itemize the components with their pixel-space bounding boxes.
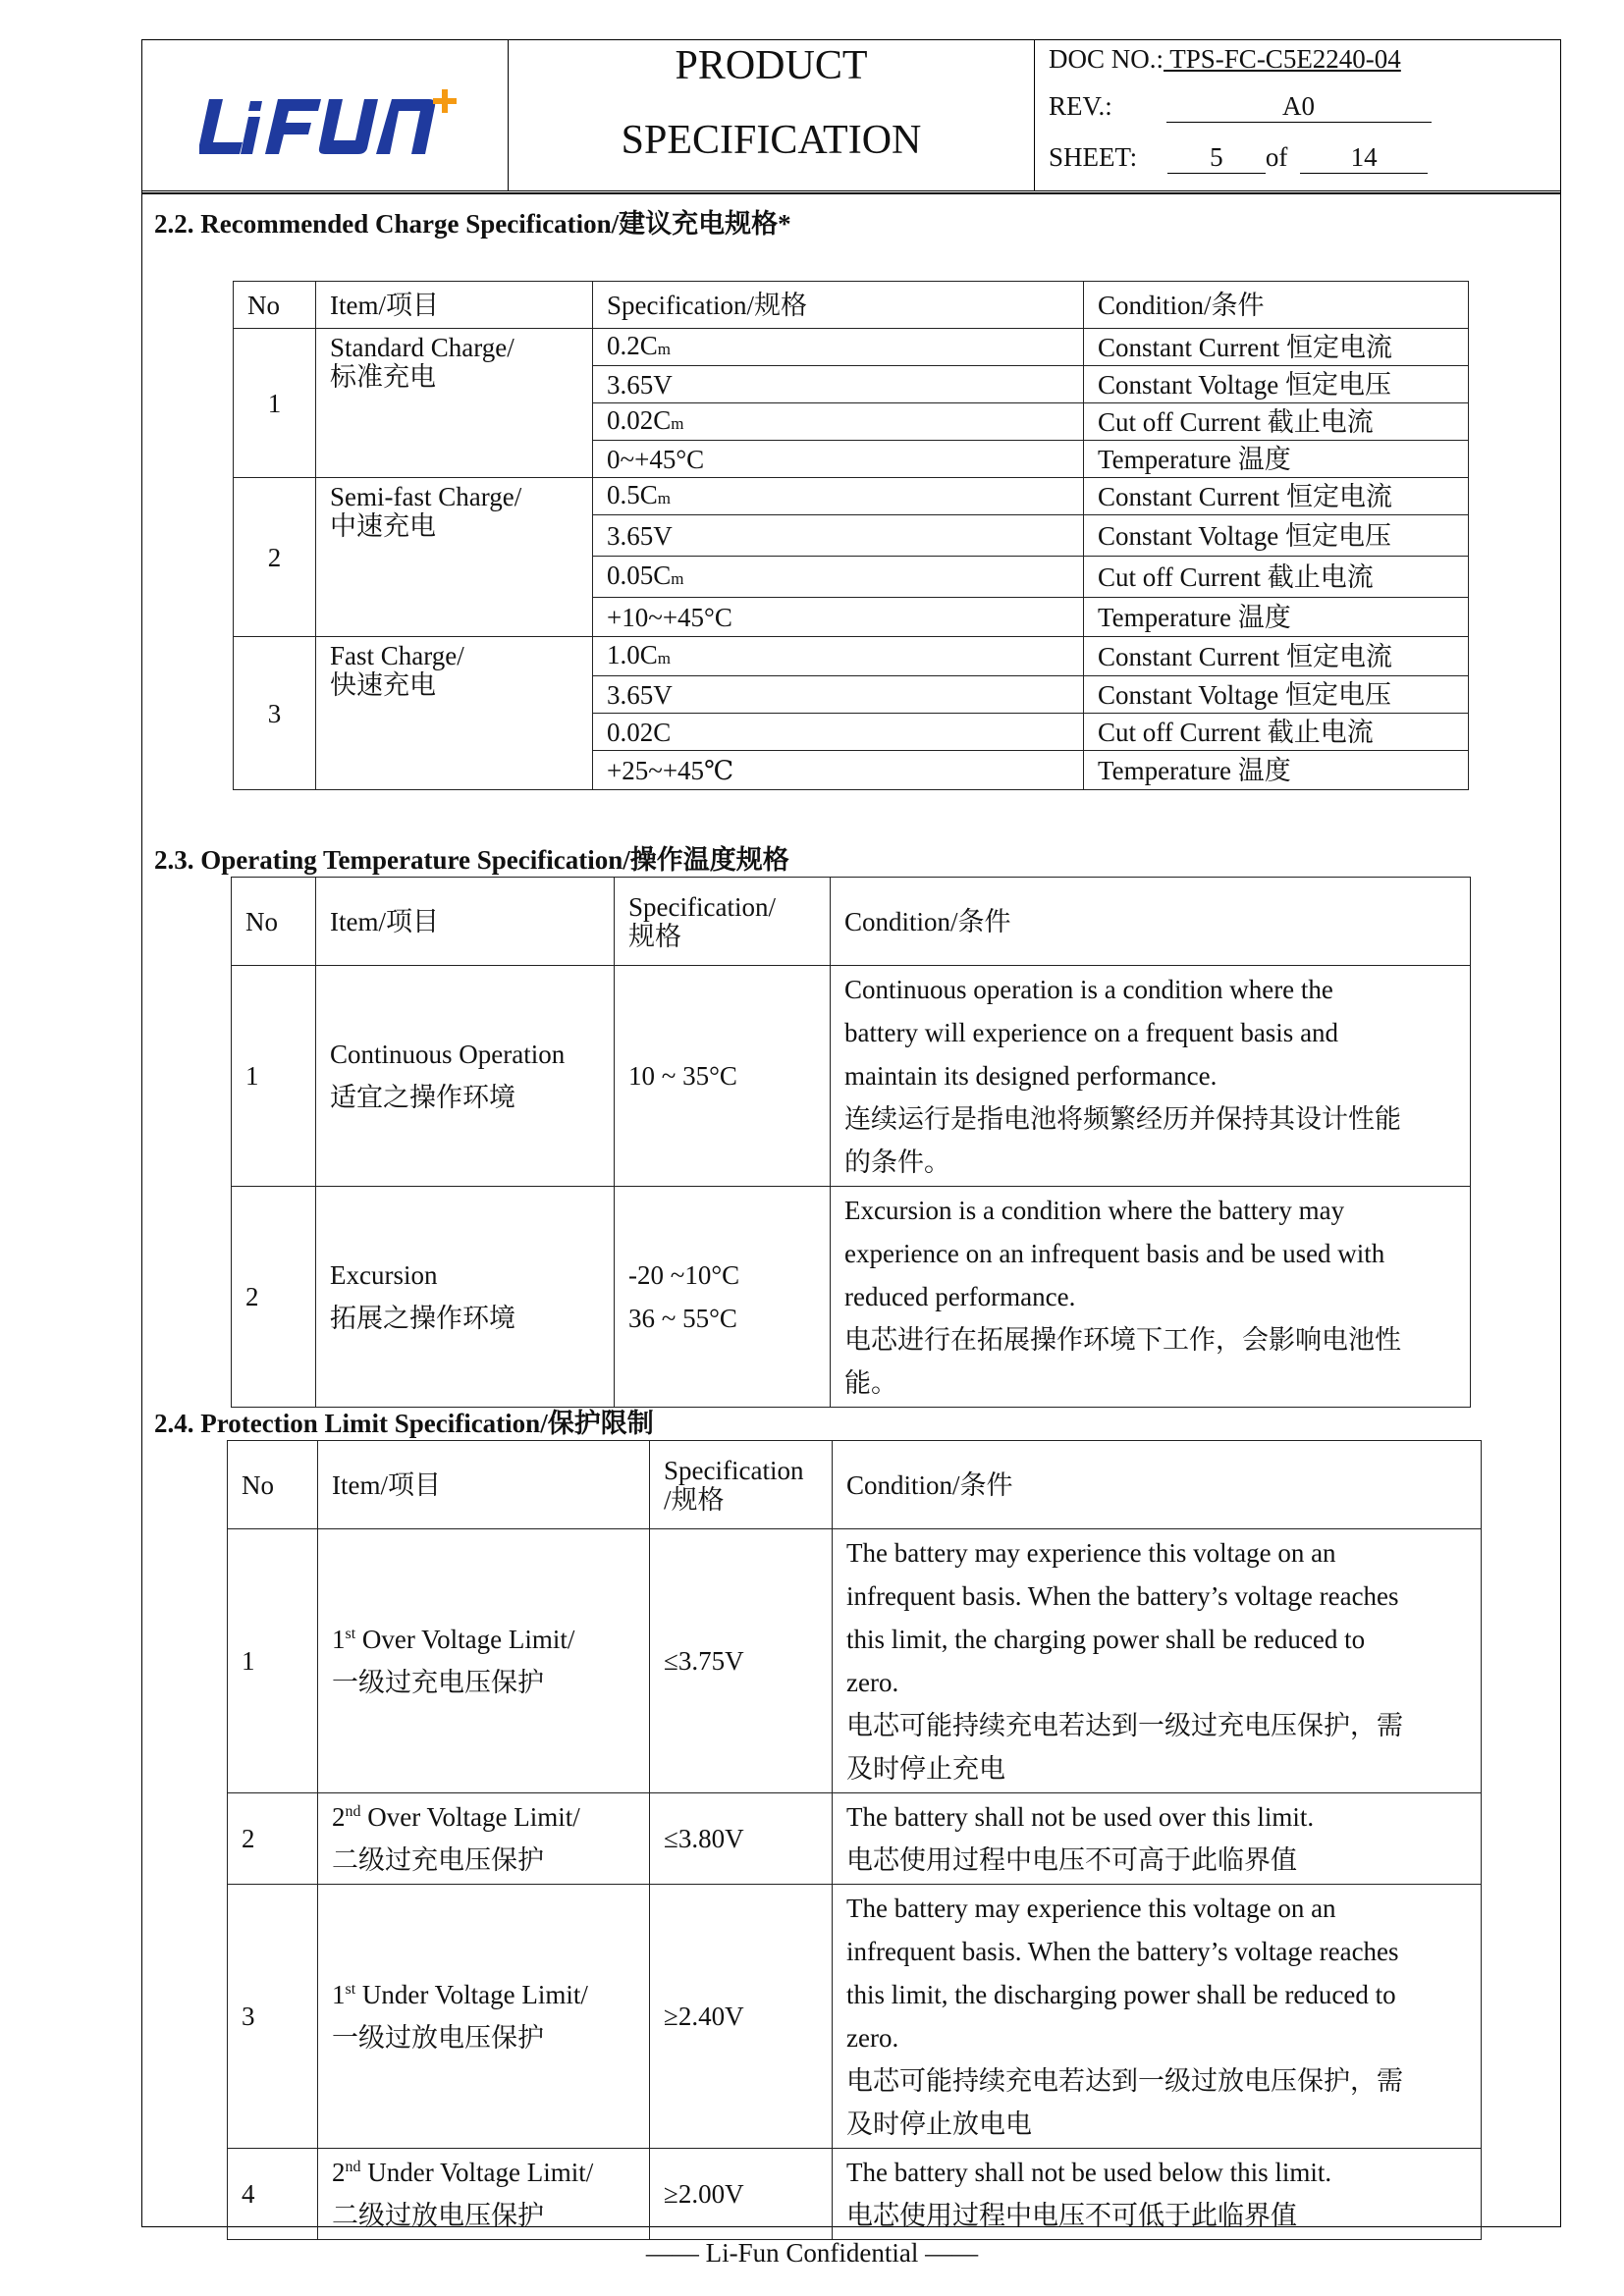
item-line-cn: 标准充电 xyxy=(330,362,436,392)
spec-value: 0.2C xyxy=(607,330,658,360)
row-condition xyxy=(831,966,1471,1187)
row-item xyxy=(316,966,615,1187)
item-number: 2 xyxy=(332,1802,346,1832)
row-no: 3 xyxy=(228,1885,318,2149)
sheet-of: of xyxy=(1265,142,1288,172)
row-item xyxy=(318,1885,650,2149)
header-spec-line-cn: 规格 xyxy=(628,921,681,951)
cond-line: zero. xyxy=(846,1668,899,1697)
rev-label: REV.: xyxy=(1049,91,1112,121)
cond-line: infrequent basis. When the battery’s voltage reaches xyxy=(846,1581,1399,1611)
spec-value: 0.02C xyxy=(607,717,672,747)
doc-info-cell xyxy=(1035,40,1560,190)
row-spec: ≤3.75V xyxy=(650,1529,833,1793)
table-row xyxy=(228,1529,1482,1793)
title-line-1: PRODUCT xyxy=(675,43,868,88)
row-spec: ≤3.80V xyxy=(650,1793,833,1885)
section-2-4-title: 2.4. Protection Limit Specification/保护限制 xyxy=(154,1409,654,1438)
item-line: Semi-fast Charge/ xyxy=(330,482,522,511)
row-condition xyxy=(833,1793,1482,1885)
row-condition xyxy=(833,1885,1482,2149)
spec-line: -20 ~10°C xyxy=(628,1260,740,1290)
doc-no-value: TPS-FC-C5E2240-04 xyxy=(1164,44,1401,74)
rev-row xyxy=(1049,91,1432,123)
cond-line: experience on an infrequent basis and be used with xyxy=(844,1239,1385,1268)
cond-line: The battery shall not be used over this limit. xyxy=(846,1802,1315,1832)
spec-cell xyxy=(593,598,1084,637)
rev-value: A0 xyxy=(1166,91,1432,123)
cond-line: this limit, the discharging power shall be reduced to xyxy=(846,1980,1396,2009)
cond-cell: Constant Voltage 恒定电压 xyxy=(1084,366,1469,403)
header-spec-line-cn: /规格 xyxy=(664,1484,725,1515)
spec-line: 10 ~ 35°C xyxy=(628,1061,737,1091)
spec-sub: m xyxy=(671,568,684,588)
table-header-row xyxy=(228,1441,1482,1529)
row-spec: ≥2.40V xyxy=(650,1885,833,2149)
doc-no-label: DOC NO.: xyxy=(1049,44,1164,74)
cond-cell: Constant Current 恒定电流 xyxy=(1084,478,1469,515)
item-line-cn: 二级过放电压保护 xyxy=(332,2201,544,2230)
spec-cell xyxy=(593,515,1084,557)
row-item xyxy=(316,637,593,790)
item-number: 1 xyxy=(332,1625,346,1654)
item-title: Over Voltage Limit/ xyxy=(360,1802,580,1832)
cond-line: zero. xyxy=(846,2023,899,2053)
spec-value: +25~+45℃ xyxy=(607,755,734,785)
table-row xyxy=(232,966,1471,1187)
cond-cell: Temperature 温度 xyxy=(1084,751,1469,790)
row-spec xyxy=(615,966,831,1187)
item-title: Under Voltage Limit/ xyxy=(360,2158,594,2187)
item-title: Under Voltage Limit/ xyxy=(355,1980,588,2009)
doc-no-row xyxy=(1049,44,1401,75)
operating-temp-table xyxy=(231,877,1471,1408)
cond-line: 电芯进行在拓展操作环境下工作，会影响电池性 xyxy=(844,1325,1401,1355)
spec-value: 3.65V xyxy=(607,369,673,400)
sheet-label: SHEET: xyxy=(1049,142,1138,172)
row-condition xyxy=(833,2149,1482,2240)
cond-line: The battery may experience this voltage on an xyxy=(846,1538,1336,1568)
cond-cell: Cut off Current 截止电流 xyxy=(1084,557,1469,598)
cond-cell: Constant Voltage 恒定电压 xyxy=(1084,515,1469,557)
sheet-row xyxy=(1049,142,1428,174)
protection-limit-table xyxy=(227,1440,1482,2240)
spec-value: +10~+45°C xyxy=(607,602,732,632)
spec-value: 1.0C xyxy=(607,639,658,669)
spec-value: 0.5C xyxy=(607,479,658,509)
item-title: Over Voltage Limit/ xyxy=(355,1625,575,1654)
header-item: Item/项目 xyxy=(316,282,593,329)
cond-line: 电芯可能持续充电若达到一级过放电压保护，需 xyxy=(846,2066,1403,2096)
row-item xyxy=(316,478,593,637)
sheet-value: 5 xyxy=(1167,142,1266,174)
charge-spec-table xyxy=(233,281,1469,790)
row-item xyxy=(316,329,593,478)
header-spec: Specification/规格 xyxy=(593,282,1084,329)
spec-cell xyxy=(593,441,1084,478)
cond-cell: Constant Current 恒定电流 xyxy=(1084,637,1469,676)
row-condition xyxy=(831,1187,1471,1408)
row-no: 1 xyxy=(228,1529,318,1793)
row-no: 2 xyxy=(234,478,316,637)
header-no: No xyxy=(232,878,316,966)
cond-line: maintain its designed performance. xyxy=(844,1061,1218,1091)
item-line-cn: 一级过放电压保护 xyxy=(332,2023,544,2053)
item-line-cn: 适宜之操作环境 xyxy=(330,1083,515,1112)
table-row xyxy=(232,1187,1471,1408)
spec-sub: m xyxy=(657,339,671,358)
spec-cell xyxy=(593,478,1084,515)
item-line xyxy=(332,1795,635,1839)
cond-cell: Temperature 温度 xyxy=(1084,598,1469,637)
cond-cell: Temperature 温度 xyxy=(1084,441,1469,478)
cond-line: 及时停止放电电 xyxy=(846,2109,1032,2139)
item-line xyxy=(332,1618,635,1661)
cond-line: reduced performance. xyxy=(844,1282,1076,1311)
section-2-3-title: 2.3. Operating Temperature Specification/操作温度规格 xyxy=(154,845,789,875)
row-item xyxy=(318,2149,650,2240)
row-no: 2 xyxy=(228,1793,318,1885)
table-row xyxy=(234,478,1469,515)
cond-line: 连续运行是指电池将频繁经历并保持其设计性能 xyxy=(844,1104,1401,1134)
item-line-cn: 快速充电 xyxy=(330,670,436,700)
document-header xyxy=(141,39,1561,191)
row-no: 4 xyxy=(228,2149,318,2240)
cond-line: The battery shall not be used below this limit. xyxy=(846,2158,1332,2187)
cond-line: this limit, the charging power shall be reduced to xyxy=(846,1625,1366,1654)
title-line-2: SPECIFICATION xyxy=(621,118,922,163)
spec-line: 36 ~ 55°C xyxy=(628,1304,737,1333)
item-ordinal: st xyxy=(345,1981,356,1998)
sheet-total: 14 xyxy=(1300,142,1428,174)
row-item xyxy=(316,1187,615,1408)
header-item: Item/项目 xyxy=(316,878,615,966)
cond-cell: Cut off Current 截止电流 xyxy=(1084,403,1469,441)
row-no: 2 xyxy=(232,1187,316,1408)
header-condition: Condition/条件 xyxy=(833,1441,1482,1529)
row-no: 3 xyxy=(234,637,316,790)
item-ordinal: nd xyxy=(345,1803,361,1820)
cond-line: 电芯使用过程中电压不可低于此临界值 xyxy=(846,2201,1297,2230)
cond-line: 能。 xyxy=(844,1368,897,1398)
item-line-cn: 中速充电 xyxy=(330,511,436,541)
row-spec xyxy=(615,1187,831,1408)
spec-cell xyxy=(593,714,1084,751)
cond-cell: Cut off Current 截止电流 xyxy=(1084,714,1469,751)
item-number: 1 xyxy=(332,1980,346,2009)
cond-line: Excursion is a condition where the battery may xyxy=(844,1196,1345,1225)
item-line-cn: 二级过充电压保护 xyxy=(332,1845,544,1875)
spec-value: 0.02C xyxy=(607,404,672,435)
spec-value: 0.05C xyxy=(607,560,672,590)
cond-line: 电芯使用过程中电压不可高于此临界值 xyxy=(846,1845,1297,1875)
item-line-cn: 拓展之操作环境 xyxy=(330,1304,515,1333)
spec-cell xyxy=(593,403,1084,441)
row-no: 1 xyxy=(234,329,316,478)
item-line: Fast Charge/ xyxy=(330,641,464,670)
header-spec-line: Specification xyxy=(664,1455,804,1485)
spec-cell xyxy=(593,366,1084,403)
header-item: Item/项目 xyxy=(318,1441,650,1529)
table-header-row xyxy=(234,282,1469,329)
item-line xyxy=(332,2151,635,2194)
section-2-2-title: 2.2. Recommended Charge Specification/建议充电规格* xyxy=(154,209,791,239)
cond-cell: Constant Voltage 恒定电压 xyxy=(1084,676,1469,714)
table-header-row xyxy=(232,878,1471,966)
spec-cell xyxy=(593,676,1084,714)
item-line xyxy=(332,1973,635,2016)
item-ordinal: st xyxy=(345,1626,356,1642)
header-no: No xyxy=(228,1441,318,1529)
cond-line: infrequent basis. When the battery’s voltage reaches xyxy=(846,1937,1399,1966)
cond-line: 及时停止充电 xyxy=(846,1754,1005,1784)
item-line: Continuous Operation xyxy=(330,1040,566,1069)
spec-cell xyxy=(593,557,1084,598)
row-item xyxy=(318,1529,650,1793)
confidential-footer: —— Li-Fun Confidential —— xyxy=(645,2238,979,2268)
cond-line: 的条件。 xyxy=(844,1148,950,1177)
header-spec-line: Specification/ xyxy=(628,891,776,922)
cond-line: The battery may experience this voltage on an xyxy=(846,1894,1336,1923)
spec-value: 3.65V xyxy=(607,520,673,551)
spec-cell xyxy=(593,329,1084,366)
row-spec: ≥2.00V xyxy=(650,2149,833,2240)
header-spec xyxy=(650,1441,833,1529)
header-condition: Condition/条件 xyxy=(1084,282,1469,329)
row-item xyxy=(318,1793,650,1885)
header-condition: Condition/条件 xyxy=(831,878,1471,966)
spec-sub: m xyxy=(671,413,684,433)
lifun-logo xyxy=(199,80,464,168)
logo-cell xyxy=(142,40,509,190)
cond-cell: Constant Current 恒定电流 xyxy=(1084,329,1469,366)
spec-sub: m xyxy=(657,488,671,507)
item-ordinal: nd xyxy=(345,2159,361,2175)
cond-line: 电芯可能持续充电若达到一级过充电压保护，需 xyxy=(846,1711,1403,1740)
table-row xyxy=(234,637,1469,676)
cond-line: battery will experience on a frequent basis and xyxy=(844,1018,1339,1047)
table-row xyxy=(228,1793,1482,1885)
header-no: No xyxy=(234,282,316,329)
spec-cell xyxy=(593,637,1084,676)
table-row xyxy=(228,2149,1482,2240)
spec-value: 3.65V xyxy=(607,679,673,710)
cond-line: Continuous operation is a condition where the xyxy=(844,975,1333,1004)
header-spec xyxy=(615,878,831,966)
row-no: 1 xyxy=(232,966,316,1187)
row-condition xyxy=(833,1529,1482,1793)
table-row xyxy=(228,1885,1482,2149)
item-line-cn: 一级过充电压保护 xyxy=(332,1668,544,1697)
item-line: Standard Charge/ xyxy=(330,333,514,362)
item-number: 2 xyxy=(332,2158,346,2187)
title-cell xyxy=(509,40,1035,190)
spec-cell xyxy=(593,751,1084,790)
item-line: Excursion xyxy=(330,1260,438,1290)
spec-value: 0~+45°C xyxy=(607,444,705,474)
spec-sub: m xyxy=(657,648,671,667)
table-row xyxy=(234,329,1469,366)
